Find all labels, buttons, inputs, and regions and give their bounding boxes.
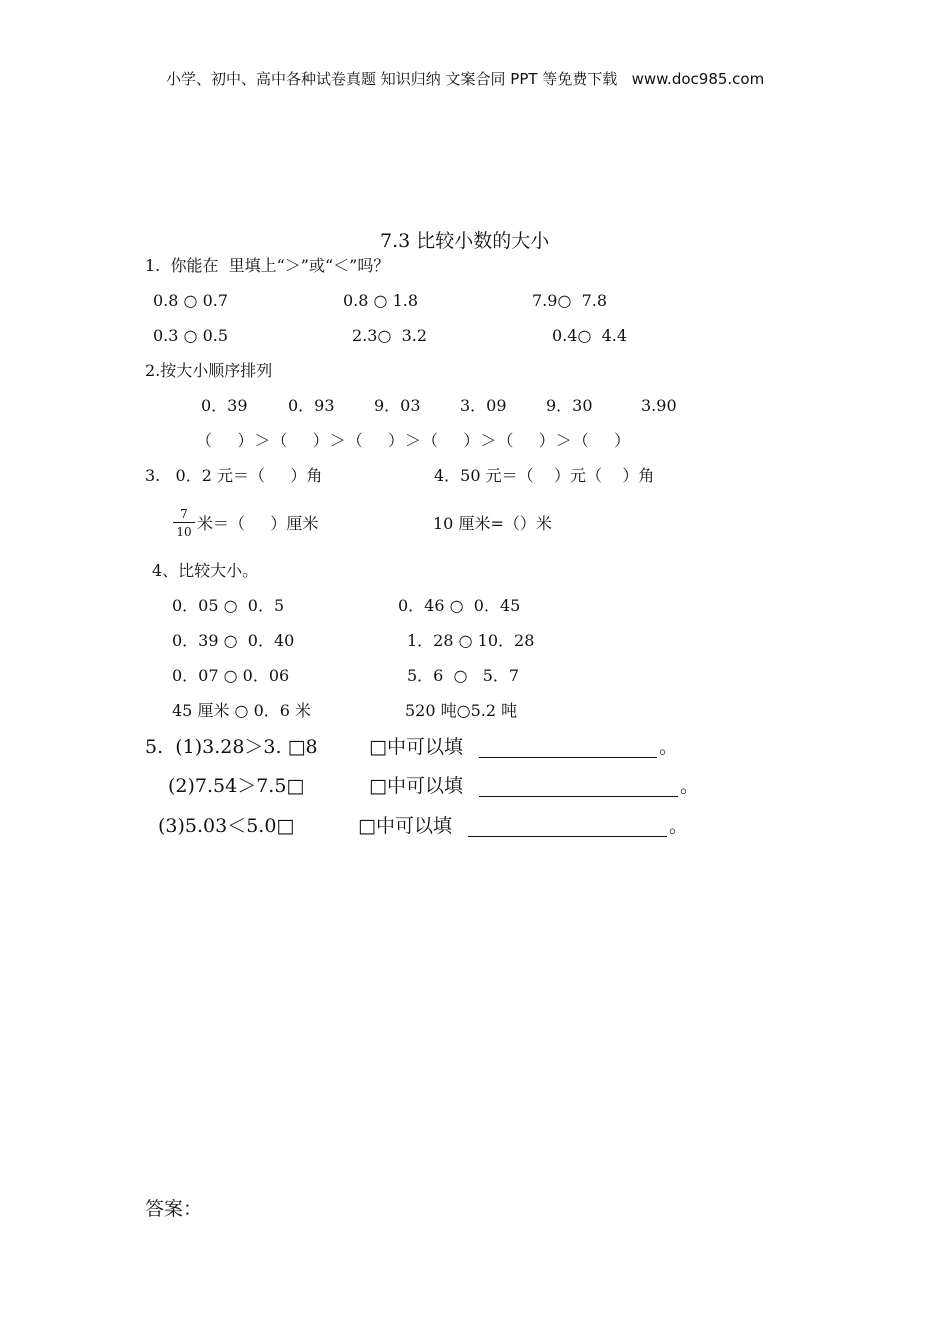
q1-prompt: 1. 你能在 里填上“＞”或“＜”吗？ (145, 256, 390, 275)
q5-line2-end: 。 (680, 775, 700, 797)
q5-line3-label: □中可以填 (358, 815, 452, 837)
q5-line2-blank[interactable] (479, 796, 678, 797)
q4-item: 0．46 ○ 0．45 (398, 596, 521, 615)
fraction-seven-tenths (173, 508, 195, 538)
answers-label: 答案： (145, 1198, 203, 1220)
q3-part-b: 4．50 元＝（ ）元（ ）角 (434, 466, 655, 485)
q2-number: 3.90 (641, 396, 677, 415)
q4-item: 1．28 ○ 10．28 (407, 631, 535, 650)
q5-line1-blank[interactable] (479, 757, 657, 758)
q1-item: 2.3○ 3.2 (352, 326, 428, 345)
q5-line1-label: □中可以填 (369, 736, 463, 758)
fraction-numerator: 7 (180, 507, 188, 521)
q3-part-c: 米＝（ ）厘米 (197, 514, 319, 533)
q5-line3-blank[interactable] (468, 836, 667, 837)
q4-prompt: 4、比较大小。 (152, 561, 259, 580)
q2-prompt: 2.按大小顺序排列 (145, 361, 273, 380)
q4-item: 520 吨○5.2 吨 (405, 701, 518, 720)
q2-number: 0．39 (201, 396, 248, 415)
q3-part-a: 3. 0．2 元＝（ ）角 (145, 466, 323, 485)
q1-item: 0.8 ○ 1.8 (343, 291, 419, 310)
q4-item: 45 厘米 ○ 0．6 米 (172, 701, 312, 720)
q2-order-line: （ ）＞（ ）＞（ ）＞（ ）＞（ ）＞（ ） (196, 431, 632, 450)
fraction-denominator: 10 (176, 525, 192, 539)
q4-item: 0．39 ○ 0．40 (172, 631, 295, 650)
q5-line3-end: 。 (669, 815, 689, 837)
q1-item: 0.4○ 4.4 (552, 326, 628, 345)
site-header: 小学、初中、高中各种试卷真题 知识归纳 文案合同 PPT 等免费下载 www.doc985.com (166, 70, 765, 88)
q2-number: 9．03 (374, 396, 421, 415)
q1-item: 0.8 ○ 0.7 (153, 291, 229, 310)
page-title: 7.3 比较小数的大小 (380, 230, 550, 252)
q4-item: 5．6 ○ 5．7 (407, 666, 520, 685)
q2-number: 3．09 (460, 396, 507, 415)
q2-number: 0．93 (288, 396, 335, 415)
q5-line2-label: □中可以填 (369, 775, 463, 797)
q2-number: 9．30 (546, 396, 593, 415)
q5-line3-expression: (3)5.03＜5.0□ (158, 815, 295, 837)
q4-item: 0．07 ○ 0．06 (172, 666, 290, 685)
q5-line2-expression: (2)7.54＞7.5□ (168, 775, 305, 797)
q3-part-d: 10 厘米=（）米 (433, 514, 552, 533)
q1-item: 7.9○ 7.8 (532, 291, 608, 310)
q1-item: 0.3 ○ 0.5 (153, 326, 229, 345)
q5-line1-end: 。 (659, 736, 679, 758)
q5-line1-expression: 5. (1)3.28＞3. □8 (145, 736, 318, 758)
q4-item: 0．05 ○ 0．5 (172, 596, 285, 615)
